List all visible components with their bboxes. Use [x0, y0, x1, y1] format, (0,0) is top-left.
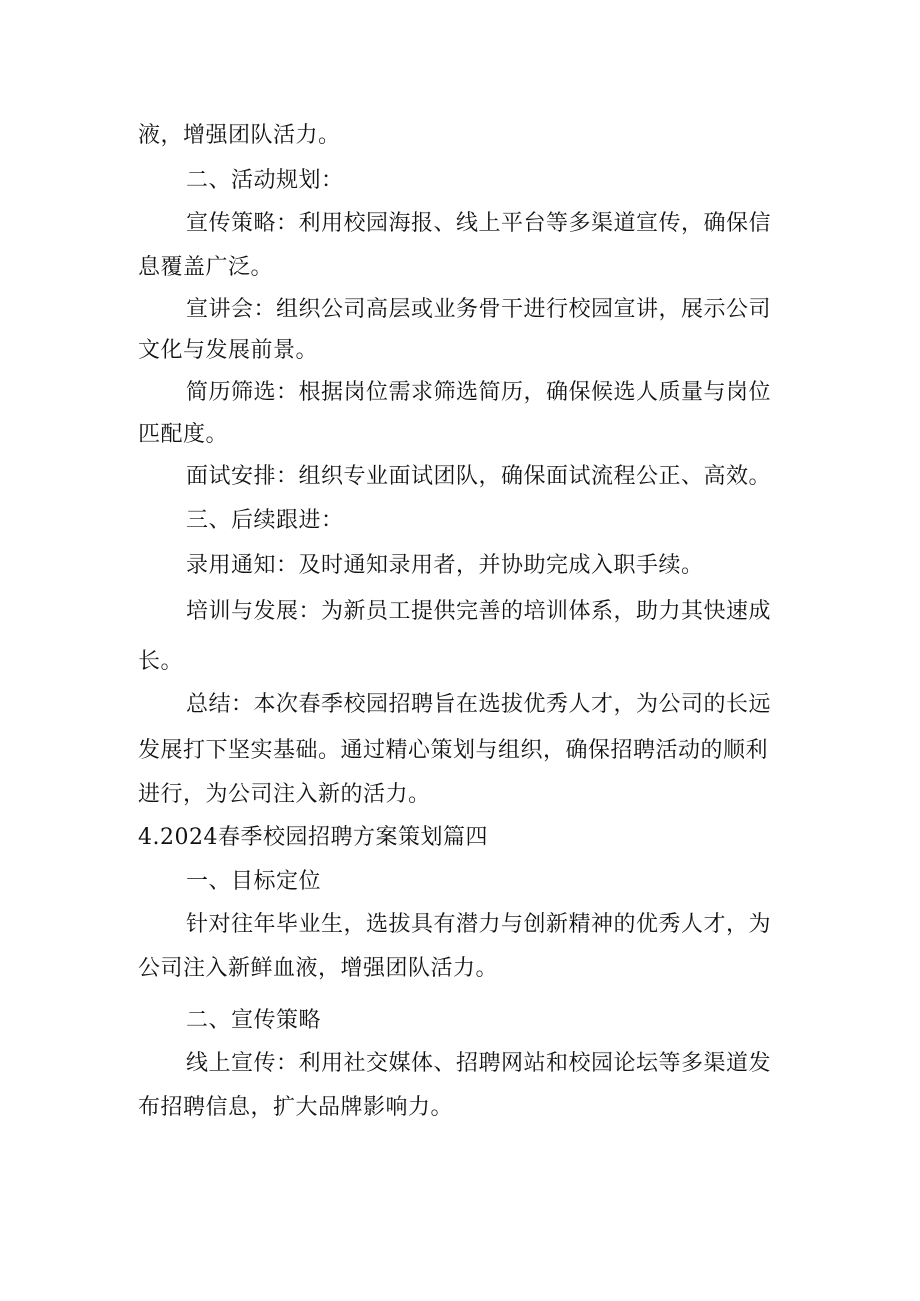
section-heading: 一、目标定位 [186, 869, 322, 894]
text-line: 宣讲会：组织公司高层或业务骨干进行校园宣讲，展示公司 [186, 297, 772, 322]
section-heading: 二、活动规划： [186, 168, 344, 193]
text-line: 宣传策略：利用校园海报、线上平台等多渠道宣传，确保信 [186, 211, 772, 236]
section-heading: 二、宣传策略 [186, 1008, 322, 1033]
text-line: 液，增强团队活力。 [138, 123, 341, 148]
text-line: 布招聘信息，扩大品牌影响力。 [138, 1095, 454, 1120]
text-line: 面试安排：组织专业面试团队，确保面试流程公正、高效。 [186, 464, 772, 489]
text-line: 匹配度。 [138, 422, 229, 447]
text-line: 文化与发展前景。 [138, 338, 319, 363]
text-line: 线上宣传：利用社交媒体、招聘网站和校园论坛等多渠道发 [186, 1051, 772, 1076]
text-line: 长。 [138, 649, 184, 674]
text-line: 发展打下坚实基础。通过精心策划与组织，确保招聘活动的顺利 [138, 738, 769, 763]
text-line: 简历筛选：根据岗位需求筛选简历，确保候选人质量与岗位 [186, 380, 772, 405]
text-line: 针对往年毕业生，选拔具有潜力与创新精神的优秀人才，为 [186, 912, 772, 937]
article-title: 4.2024春季校园招聘方案策划篇四 [138, 825, 488, 850]
section-heading: 三、后续跟进： [186, 508, 344, 533]
text-line: 公司注入新鲜血液，增强团队活力。 [138, 956, 499, 981]
text-line: 进行，为公司注入新的活力。 [138, 782, 431, 807]
text-line: 培训与发展：为新员工提供完善的培训体系，助力其快速成 [186, 599, 772, 624]
text-line: 总结：本次春季校园招聘旨在选拔优秀人才，为公司的长远 [186, 692, 772, 717]
text-line: 录用通知：及时通知录用者，并协助完成入职手续。 [186, 553, 704, 578]
text-line: 息覆盖广泛。 [138, 255, 274, 280]
